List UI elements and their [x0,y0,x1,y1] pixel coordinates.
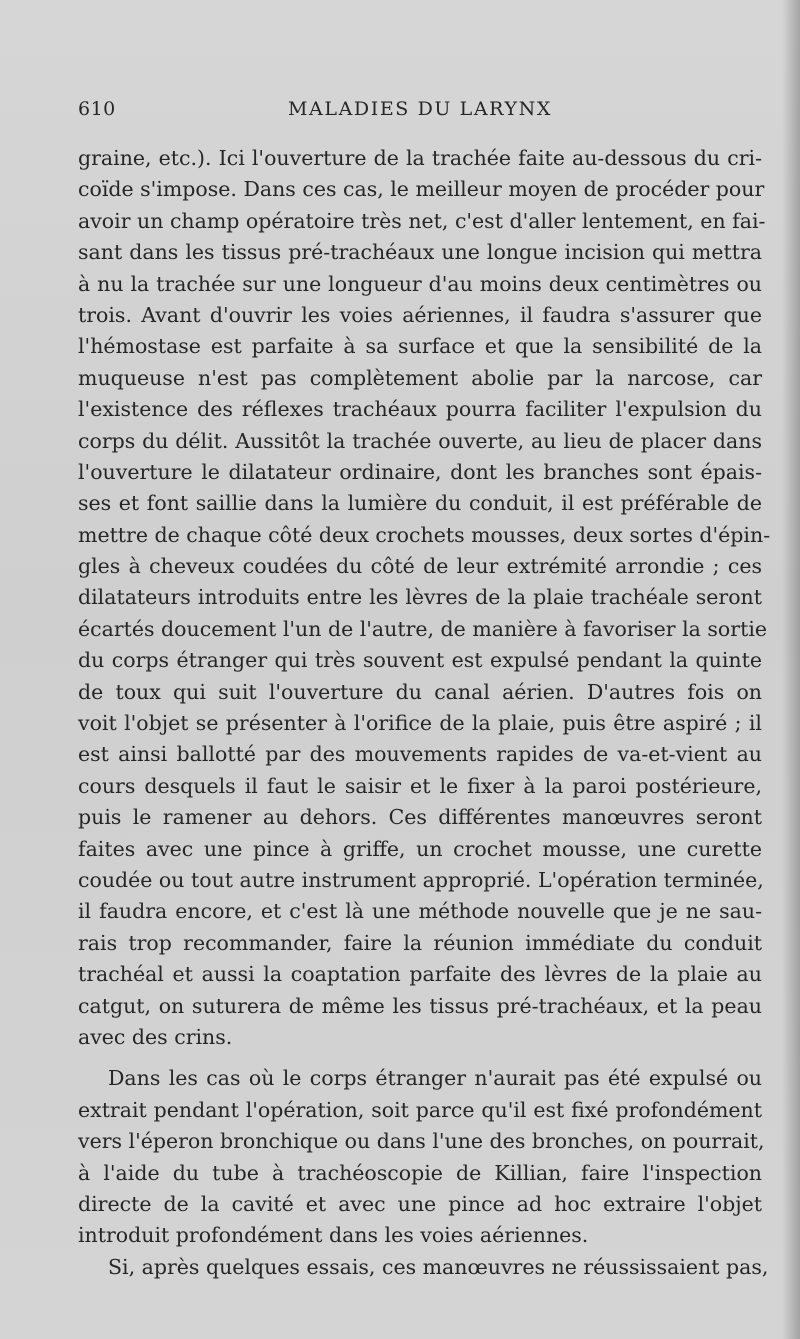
text-line: Si, après quelques essais, ces manœuvres ne réussissaient pas, [108,1254,769,1279]
text-line: muqueuse n'est pas complètement abolie par la narcose, car [78,365,762,390]
text-line: écartés doucement l'un de l'autre, de manière à favoriser la sortie [78,616,768,641]
text-line: l'ouverture le dilatateur ordinaire, dont les branches sont épais- [78,459,762,484]
running-title: MALADIES DU LARYNX [287,98,553,120]
text-line: voit l'objet se présenter à l'orifice de la plaie, puis être aspiré ; il [78,711,762,736]
text-line: avec des crins. [78,1024,233,1049]
text-line: directe de la cavité et avec une pince ad hoc extraire l'objet [78,1191,762,1216]
paragraph-1 [78,143,771,1053]
text-line: sant dans les tissus pré-trachéaux une longue incision qui mettra [78,240,762,265]
text-line: rais trop recommander, faire la réunion immédiate du conduit [78,930,762,955]
text-line: cours desquels il faut le saisir et le fixer à la paroi postérieure, [78,773,762,798]
text-line: Dans les cas où le corps étranger n'aurait pas été expulsé ou [108,1066,762,1091]
text-line: est ainsi ballotté par des mouvements rapides de va-et-vient au [78,742,762,767]
text-line: dilatateurs introduits entre les lèvres de la plaie trachéale seront [78,585,762,610]
text-line: puis le ramener au dehors. Ces différentes manœuvres seront [78,805,762,830]
text-line: extrait pendant l'opération, soit parce qu'il est fixé profondément [78,1097,762,1122]
text-line: ses et font saillie dans la lumière du conduit, il est préférable de [78,491,762,516]
text-line: à l'aide du tube à trachéoscopie de Killian, faire l'inspection [78,1160,762,1185]
text-line: coïde s'impose. Dans ces cas, le meilleur moyen de procéder pour [78,177,765,202]
text-line: avoir un champ opératoire très net, c'est d'aller lentement, en fai- [78,208,766,233]
text-line: introduit profondément dans les voies aériennes. [78,1223,589,1248]
text-line: catgut, on suturera de même les tissus pré-trachéaux, et la peau [78,993,762,1018]
page-number: 610 [78,98,116,120]
text-line: il faudra encore, et c'est là une méthode nouvelle que je ne sau- [78,899,762,924]
page-edge-shadow [782,0,800,1339]
text-line: du corps étranger qui très souvent est expulsé pendant la quinte [78,648,762,673]
paragraph-gap [78,1053,762,1063]
text-line: faites avec une pince à griffe, un crochet mousse, une curette [78,836,762,861]
text-line: corps du délit. Aussitôt la trachée ouverte, au lieu de placer dans [78,428,762,453]
text-line: coudée ou tout autre instrument approprié. L'opération terminée, [78,867,764,892]
text-line: l'existence des réflexes trachéaux pourra faciliter l'expulsion du [78,397,762,422]
text-line: trois. Avant d'ouvrir les voies aériennes, il faudra s'assurer que [78,302,762,327]
text-line: gles à cheveux coudées du côté de leur extrémité arrondie ; ces [78,554,762,579]
paragraph-3 [78,1252,769,1283]
page-header [78,98,762,128]
paragraph-2 [78,1063,765,1251]
body-text [78,143,771,1283]
text-line: trachéal et aussi la coaptation parfaite des lèvres de la plaie au [78,962,762,987]
text-line: de toux qui suit l'ouverture du canal aérien. D'autres fois on [78,679,762,704]
text-line: à nu la trachée sur une longueur d'au moins deux centimètres ou [78,271,762,296]
text-line: vers l'éperon bronchique ou dans l'une des bronches, on pourrait, [78,1129,765,1154]
text-line: mettre de chaque côté deux crochets mousses, deux sortes d'épin- [78,522,771,547]
text-line: graine, etc.). Ici l'ouverture de la trachée faite au-dessous du cri- [78,146,762,170]
text-line: l'hémostase est parfaite à sa surface et que la sensibilité de la [78,334,762,359]
